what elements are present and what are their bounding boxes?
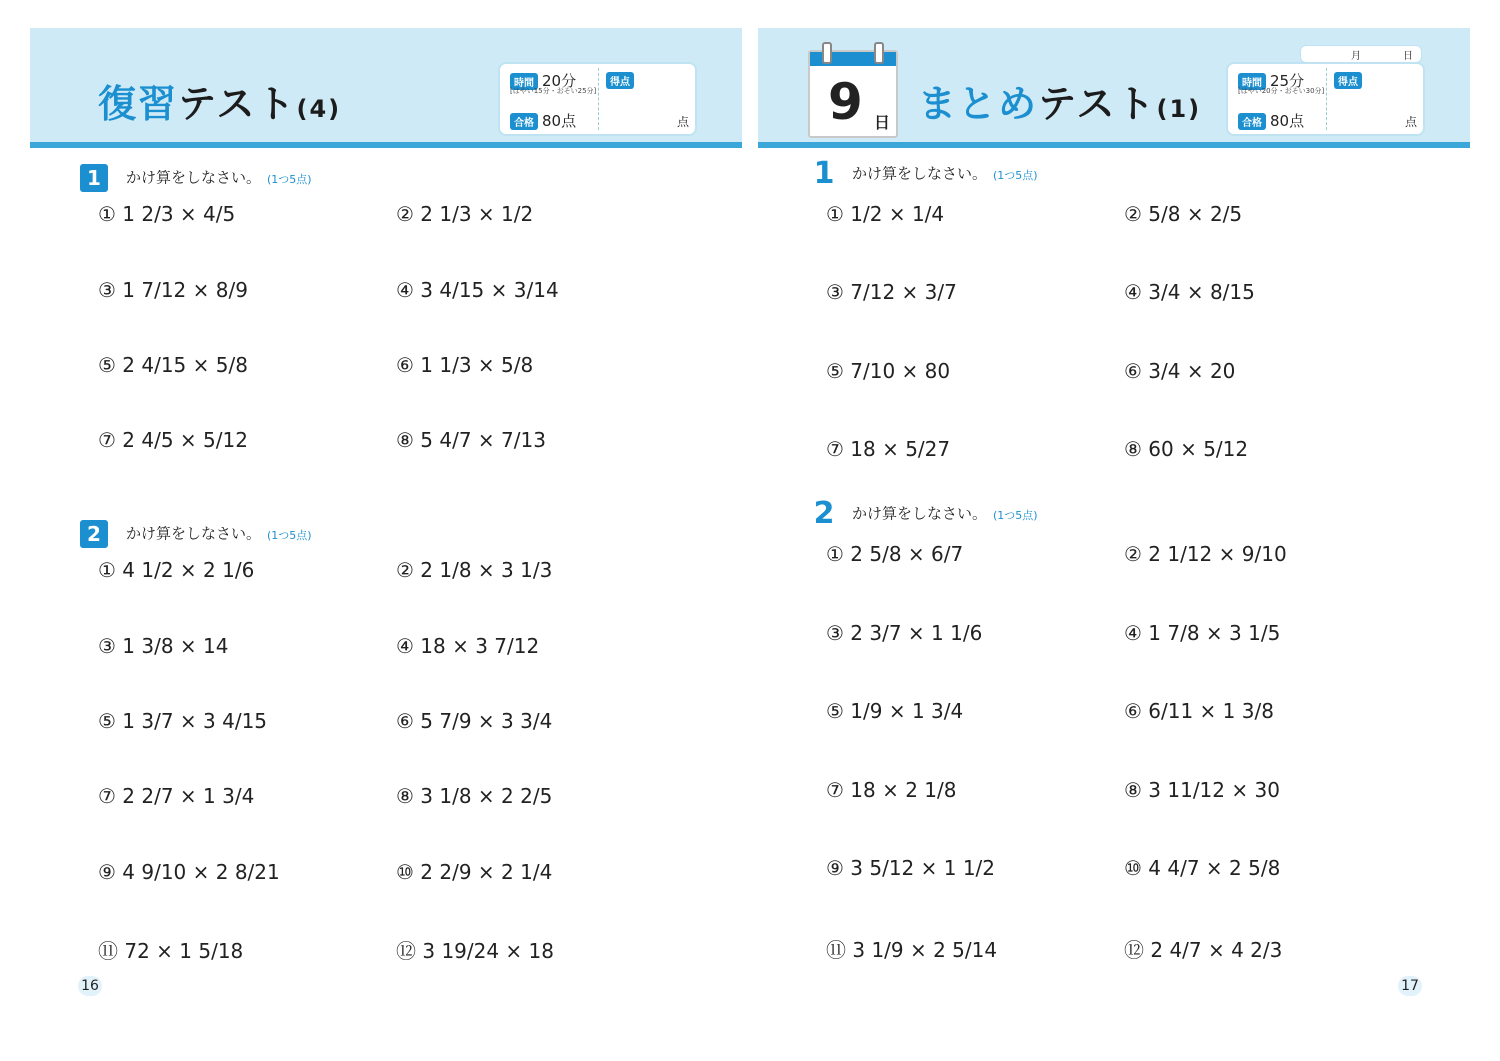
section-points: (1つ5点): [267, 172, 312, 186]
problem: ⑦ 18 × 2 1/8: [826, 778, 957, 802]
time-value: 25分: [1270, 72, 1305, 90]
month-label: 月: [1351, 51, 1361, 62]
title-accent: 復習: [98, 82, 179, 126]
problem: ① 2 5/8 × 6/7: [826, 542, 964, 566]
score-divider: [598, 68, 600, 130]
calendar-day-badge: [808, 50, 898, 138]
calendar-ring: [874, 42, 884, 64]
problem: ② 2 1/12 × 9/10: [1124, 542, 1287, 566]
problem: ⑩ 2 2/9 × 2 1/4: [396, 860, 553, 884]
pass-tag: 合格: [510, 113, 538, 130]
problem: ⑨ 4 9/10 × 2 8/21: [98, 860, 280, 884]
banner-rule: [758, 142, 1470, 148]
day-unit: 日: [874, 113, 891, 132]
pass-mark: [1238, 110, 1304, 131]
problem: ⑥ 3/4 × 20: [1124, 359, 1236, 383]
page-title: [918, 73, 1201, 128]
title-number: (4): [296, 95, 342, 123]
time-tag: 時間: [510, 73, 538, 90]
pass-value: 80点: [542, 112, 577, 130]
score-box: [1226, 62, 1425, 136]
problem: ③ 7/12 × 3/7: [826, 280, 957, 304]
pass-tag: 合格: [1238, 113, 1266, 130]
time-value: 20分: [542, 72, 577, 90]
pass-mark: [510, 110, 576, 131]
section-2-header: [810, 496, 1038, 531]
section-number: 2: [813, 496, 835, 531]
title-main: テスト: [178, 82, 297, 126]
problem: ② 2 1/3 × 1/2: [396, 202, 534, 226]
problem: ① 1/2 × 1/4: [826, 202, 945, 226]
problem: ③ 1 3/8 × 14: [98, 634, 229, 658]
problem: ⑩ 4 4/7 × 2 5/8: [1124, 856, 1281, 880]
day-label: 日: [1403, 51, 1413, 62]
date-field[interactable]: [1300, 45, 1422, 63]
calendar-ring: [822, 42, 832, 64]
problem: ⑧ 3 1/8 × 2 2/5: [396, 784, 553, 808]
problem: ⑧ 3 11/12 × 30: [1124, 778, 1280, 802]
problem: ⑦ 2 2/7 × 1 3/4: [98, 784, 255, 808]
problem: ⑤ 1/9 × 1 3/4: [826, 699, 964, 723]
section-instruction: かけ算をしなさい。: [852, 164, 988, 183]
score-tag: 得点: [1334, 72, 1362, 89]
problem: ⑤ 2 4/15 × 5/8: [98, 353, 248, 377]
page-number: 17: [1398, 976, 1422, 996]
left-page: [30, 28, 742, 1038]
problem: ③ 2 3/7 × 1 1/6: [826, 621, 983, 645]
section-number: 2: [80, 520, 108, 548]
day-number: 9: [828, 73, 863, 131]
title-accent: まとめ: [918, 82, 1039, 126]
section-1-header: [810, 156, 1038, 191]
banner-rule: [30, 142, 742, 148]
problem: ⑥ 5 7/9 × 3 3/4: [396, 709, 553, 733]
section-instruction: かけ算をしなさい。: [126, 168, 262, 187]
pass-value: 80点: [1270, 112, 1305, 130]
problem: ⑫ 2 4/7 × 4 2/3: [1124, 938, 1283, 962]
problem: ⑧ 5 4/7 × 7/13: [396, 428, 546, 452]
section-number: 1: [80, 164, 108, 192]
problem: ② 2 1/8 × 3 1/3: [396, 558, 553, 582]
section-1-header: [80, 164, 312, 192]
page-title: [98, 73, 341, 128]
section-points: (1つ5点): [993, 508, 1038, 522]
title-main: テスト: [1038, 82, 1157, 126]
problem: ④ 3 4/15 × 3/14: [396, 278, 559, 302]
problem: ③ 1 7/12 × 8/9: [98, 278, 248, 302]
problem: ② 5/8 × 2/5: [1124, 202, 1243, 226]
problem: ④ 1 7/8 × 3 1/5: [1124, 621, 1281, 645]
problem: ① 4 1/2 × 2 1/6: [98, 558, 255, 582]
time-tag: 時間: [1238, 73, 1266, 90]
section-instruction: かけ算をしなさい。: [852, 504, 988, 523]
time-note: [はやい20分・おそい30分]: [1238, 87, 1325, 95]
problem: ⑦ 18 × 5/27: [826, 437, 951, 461]
score-divider: [1326, 68, 1328, 130]
section-points: (1つ5点): [993, 168, 1038, 182]
score-field[interactable]: [606, 70, 634, 89]
problem: ⑤ 7/10 × 80: [826, 359, 951, 383]
page-number: 16: [78, 976, 102, 996]
problem: ⑪ 72 × 1 5/18: [98, 939, 244, 963]
problem: ⑥ 6/11 × 1 3/8: [1124, 699, 1274, 723]
problem: ⑨ 3 5/12 × 1 1/2: [826, 856, 996, 880]
title-number: (1): [1156, 95, 1202, 123]
score-tag: 得点: [606, 72, 634, 89]
problem: ⑪ 3 1/9 × 2 5/14: [826, 938, 998, 962]
section-2-header: [80, 520, 312, 548]
section-instruction: かけ算をしなさい。: [126, 524, 262, 543]
problem: ⑥ 1 1/3 × 5/8: [396, 353, 534, 377]
problem: ④ 3/4 × 8/15: [1124, 280, 1255, 304]
section-points: (1つ5点): [267, 528, 312, 542]
score-unit: 点: [1404, 115, 1417, 129]
problem: ⑤ 1 3/7 × 3 4/15: [98, 709, 268, 733]
score-unit: 点: [676, 115, 689, 129]
right-page: [758, 28, 1470, 1038]
time-note: [はやい15分・おそい25分]: [510, 87, 597, 95]
problem: ⑦ 2 4/5 × 5/12: [98, 428, 248, 452]
problem: ⑫ 3 19/24 × 18: [396, 939, 554, 963]
score-field[interactable]: [1334, 70, 1362, 89]
section-number: 1: [813, 156, 835, 191]
problem: ④ 18 × 3 7/12: [396, 634, 540, 658]
problem: ① 1 2/3 × 4/5: [98, 202, 236, 226]
score-box: [498, 62, 697, 136]
problem: ⑧ 60 × 5/12: [1124, 437, 1249, 461]
